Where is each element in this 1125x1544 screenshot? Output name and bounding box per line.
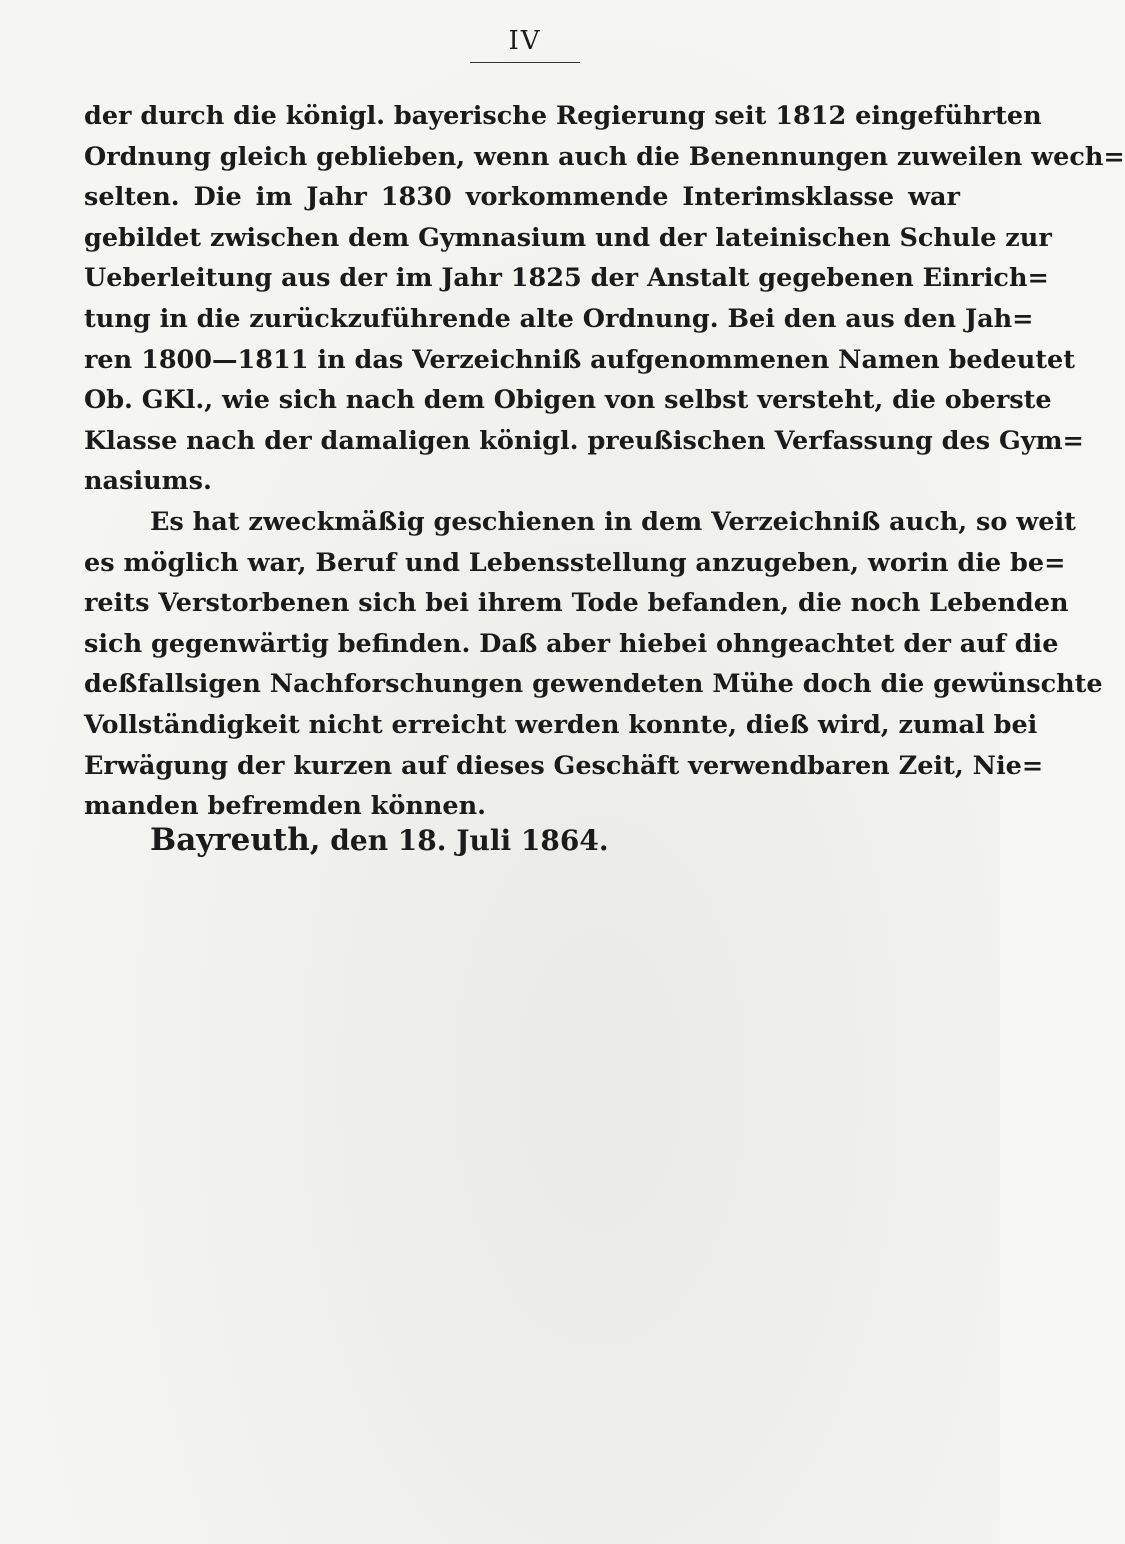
text-line: nasiums. xyxy=(84,466,212,497)
signature-line xyxy=(150,818,609,863)
text-line: sich gegenwärtig befinden. Daß aber hiebei ohngeachtet der auf die xyxy=(84,628,1059,659)
page-number: IV xyxy=(470,26,580,63)
text-line: Ordnung gleich geblieben, wenn auch die Benennungen zuweilen wech= xyxy=(84,141,1125,172)
text-line: manden befremden können. xyxy=(84,791,487,822)
text-line: Klasse nach der damaligen königl. preußischen Verfassung des Gym= xyxy=(84,425,1084,456)
paragraph-1 xyxy=(84,96,1125,502)
text-line: Ueberleitung aus der im Jahr 1825 der Anstalt gegebenen Einrich= xyxy=(84,263,1049,294)
paragraph-2 xyxy=(84,502,1103,827)
text-line: Ob. GKl., wie sich nach dem Obigen von selbst versteht, die oberste xyxy=(84,385,1052,416)
text-line: der durch die königl. bayerische Regierung seit 1812 eingeführten xyxy=(84,101,1042,131)
text-line: Vollständigkeit nicht erreicht werden konnte, dieß wird, zumal bei xyxy=(84,709,1038,740)
text-line: selten. Die im Jahr 1830 vorkommende Interimsklasse war xyxy=(84,182,960,213)
signature-date: den 18. Juli 1864. xyxy=(330,824,609,857)
text-line: reits Verstorbenen sich bei ihrem Tode befanden, die noch Lebenden xyxy=(84,588,1069,619)
text-line: gebildet zwischen dem Gymnasium und der lateinischen Schule zur xyxy=(84,222,1052,253)
text-line: ren 1800—1811 in das Verzeichniß aufgenommenen Namen bedeutet xyxy=(84,344,1076,375)
text-line: es möglich war, Beruf und Lebensstellung anzugeben, worin die be= xyxy=(84,547,1066,578)
signature-place: Bayreuth, xyxy=(150,822,321,858)
text-line: Erwägung der kurzen auf dieses Geschäft verwendbaren Zeit, Nie= xyxy=(84,750,1044,781)
text-line: deßfallsigen Nachforschungen gewendeten Mühe doch die gewünschte xyxy=(84,669,1103,700)
text-line: Es hat zweckmäßig geschienen in dem Verzeichniß auch, so weit xyxy=(150,506,1076,537)
body-text xyxy=(84,96,1125,827)
text-line: tung in die zurückzuführende alte Ordnung. Bei den aus den Jah= xyxy=(84,303,1034,334)
